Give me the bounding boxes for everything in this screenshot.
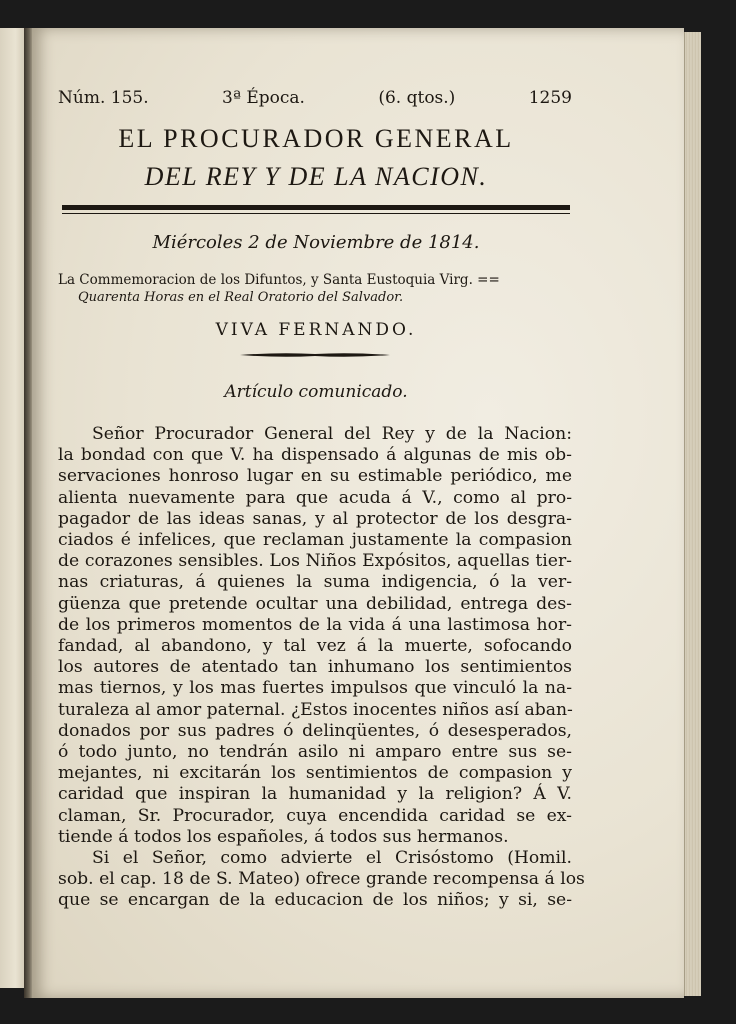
facing-page-edge — [0, 28, 27, 988]
body-line: claman, Sr. Procurador, cuya encendida caridad se ex- — [58, 805, 572, 826]
epoch-label: 3ª Época. — [222, 88, 305, 108]
viva-heading: VIVA FERNANDO. — [215, 320, 417, 340]
body-line: de los primeros momentos de la vida á una lastimosa hor- — [58, 614, 572, 635]
ornamental-divider — [240, 352, 390, 358]
masthead-subtitle: DEL REY Y DE LA NACION. — [144, 162, 488, 191]
body-line: nas criaturas, á quienes la suma indigencia, ó la ver- — [58, 572, 572, 593]
format-label: (6. qtos.) — [378, 88, 456, 108]
masthead-rule-thin — [62, 213, 570, 214]
saints-day-line: La Commemoracion de los Difuntos, y Santa Eustoquia Virg. == — [58, 272, 500, 288]
body-line: servaciones honroso lugar en su estimable periódico, me — [58, 466, 572, 487]
masthead-title: EL PROCURADOR GENERAL — [118, 124, 514, 153]
body-line: que se encargan de la educacion de los niños; y si, se- — [58, 890, 572, 911]
page-number: 1259 — [528, 88, 572, 108]
body-line: Si el Señor, como advierte el Crisóstomo (Homil. — [92, 848, 572, 869]
body-line: alienta nuevamente para que acuda á V., como al pro- — [58, 487, 572, 508]
body-line: caridad que inspiran la humanidad y la religion? Á V. — [58, 784, 572, 805]
body-line: la bondad con que V. ha dispensado á algunas de mis ob- — [58, 445, 572, 466]
body-line: Señor Procurador General del Rey y de la Nacion: — [92, 424, 572, 444]
body-line: güenza que pretende ocultar una debilidad, entrega des- — [58, 593, 572, 614]
body-line: ciados é infelices, que reclaman justamente la compasion — [58, 530, 572, 551]
issue-number: Núm. 155. — [58, 88, 149, 108]
masthead-rule-thick — [62, 205, 570, 210]
body-line: mas tiernos, y los mas fuertes impulsos que vinculó la na- — [58, 678, 572, 699]
body-line: fandad, al abandono, y tal vez á la muerte, sofocando — [58, 636, 572, 657]
body-line: los autores de atentado tan inhumano los sentimientos — [58, 657, 572, 678]
body-line: tiende á todos los españoles, á todos sus hermanos. — [58, 826, 509, 847]
running-header — [58, 88, 572, 108]
devotion-line: Quarenta Horas en el Real Oratorio del Salvador. — [78, 290, 404, 305]
body-line: mejantes, ni excitarán los sentimientos de compasion y — [58, 763, 572, 784]
body-line: turaleza al amor paternal. ¿Estos inocentes niños así aban- — [58, 699, 573, 720]
issue-date: Miércoles 2 de Noviembre de 1814. — [152, 232, 480, 253]
body-line: pagador de las ideas sanas, y al protector de los desgra- — [58, 508, 572, 529]
page-stack-edge — [684, 32, 701, 996]
body-line: sob. el cap. 18 de S. Mateo) ofrece grande recompensa á los — [58, 869, 585, 890]
article-body — [58, 424, 585, 912]
body-line: donados por sus padres ó delinqüentes, ó desesperados, — [58, 720, 572, 741]
body-line: ó todo junto, no tendrán asilo ni amparo entre sus se- — [58, 742, 572, 763]
article-title: Artículo comunicado. — [224, 382, 408, 402]
body-line: de corazones sensibles. Los Niños Expósitos, aquellas tier- — [58, 551, 572, 572]
